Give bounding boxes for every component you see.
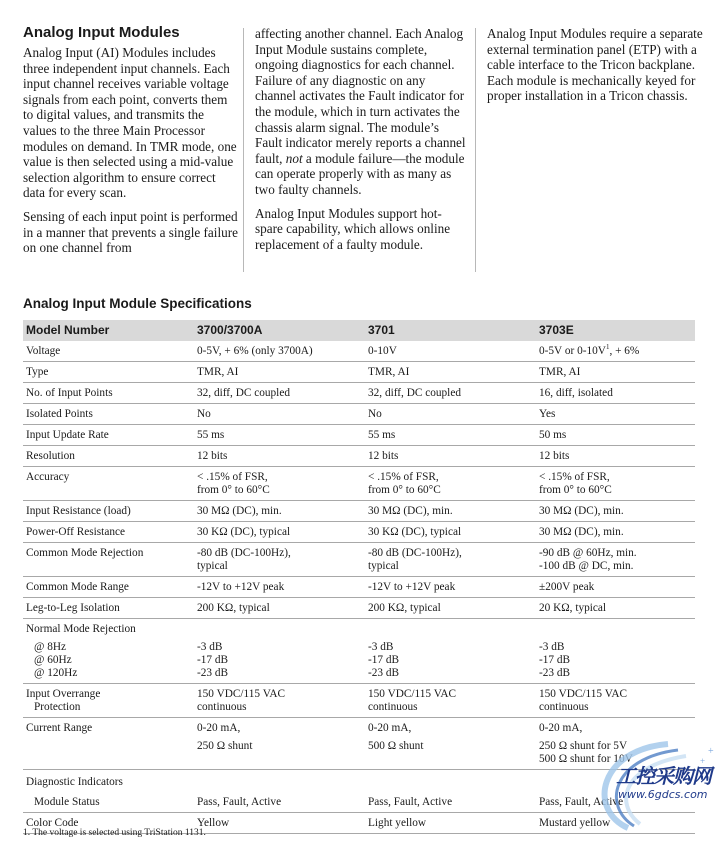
cell: -3 dB -17 dB -23 dB: [365, 619, 536, 684]
row-label: Accuracy: [23, 467, 194, 501]
cell: Light yellow: [365, 813, 536, 834]
section-heading: Analog Input Modules: [23, 24, 180, 41]
cell: 30 KΩ (DC), typical: [365, 522, 536, 543]
column-header: 3700/3700A: [194, 320, 365, 341]
cell: 30 MΩ (DC), min.: [194, 501, 365, 522]
cell: 55 ms: [365, 425, 536, 446]
row-label: Module Status: [23, 792, 194, 813]
table-row: [23, 446, 695, 467]
row-label: Isolated Points: [23, 404, 194, 425]
row-label: Color Code: [23, 813, 194, 834]
row-label: Type: [23, 362, 194, 383]
cell: 0-5V, + 6% (only 3700A): [194, 341, 365, 362]
cell: -3 dB -17 dB -23 dB: [536, 619, 695, 684]
table-row: [23, 341, 695, 362]
cell: 200 KΩ, typical: [194, 598, 365, 619]
cell: 12 bits: [536, 446, 695, 467]
intro-section: [0, 24, 725, 272]
cell: -90 dB @ 60Hz, min. -100 dB @ DC, min.: [536, 543, 695, 577]
row-label: Diagnostic Indicators: [26, 776, 123, 788]
row-label: Input Overrange Protection: [23, 684, 194, 718]
column-divider: [243, 28, 244, 272]
svg-text:+: +: [700, 756, 706, 766]
intro-paragraph: Analog Input Modules require a separate external termination panel (ETP) with a cable interface to the Tricon backplane. Each module is mechanically keyed for proper installation in a Tricon chassis.: [487, 26, 703, 104]
cell: TMR, AI: [194, 362, 365, 383]
cell: 0-20 mA, 500 Ω shunt: [365, 718, 536, 770]
cell: -12V to +12V peak: [365, 577, 536, 598]
cell: 150 VDC/115 VAC continuous: [365, 684, 536, 718]
spec-table-title: Analog Input Module Specifications: [23, 296, 252, 311]
cell: 150 VDC/115 VAC continuous: [536, 684, 695, 718]
intro-column-2: [255, 26, 467, 260]
cell: 30 MΩ (DC), min.: [536, 501, 695, 522]
column-header: 3703E: [536, 320, 695, 341]
column-header: Model Number: [23, 320, 194, 341]
cell: -80 dB (DC-100Hz), typical: [194, 543, 365, 577]
row-label: Normal Mode Rejection @ 8Hz @ 60Hz @ 120Hz: [23, 619, 194, 684]
cell: 16, diff, isolated: [536, 383, 695, 404]
cell: Pass, Fault, Active: [536, 792, 695, 813]
intro-paragraph: Sensing of each input point is performed in a manner that prevents a single failure on one channel from: [23, 208, 238, 256]
footnote: 1. The voltage is selected using TriStation 1131.: [23, 828, 206, 838]
table-row: [23, 543, 695, 577]
svg-text:+: +: [708, 746, 714, 757]
intro-paragraph: Analog Input Modules support hot-spare capability, which allows online replacement of a faulty module.: [255, 205, 451, 252]
cell: Pass, Fault, Active: [365, 792, 536, 813]
cell: 0-5V or $0-10V^1$, + 6%: [536, 341, 695, 362]
intro-paragraph: Analog Input (AI) Modules includes three independent input channels. Each input channel receives variable voltage signals from each point, converts them to digital values, and transmits the values to the three Main Processor modules on demand. In TMR mode, one value is then selected using a mid-value selection algorithm to ensure correct data for every scan.: [23, 45, 237, 201]
row-label: Resolution: [23, 446, 194, 467]
watermark: [588, 740, 723, 832]
footnote-ref: 1: [605, 343, 610, 351]
table-header-row: [23, 320, 695, 341]
cell: 32, diff, DC coupled: [194, 383, 365, 404]
cell: 30 MΩ (DC), min.: [536, 522, 695, 543]
cell: 12 bits: [365, 446, 536, 467]
intro-column-3: [487, 26, 707, 112]
cell: No: [194, 404, 365, 425]
cell: TMR, AI: [365, 362, 536, 383]
cell: -12V to +12V peak: [194, 577, 365, 598]
intro-paragraph: affecting another channel. Each Analog Input Module sustains complete, ongoing diagnostics for each channel. Failure of any diagnostic on any channel activates the Fault indicator for the module, which in turn activates the chassis alarm signal. The module’s Fault indicator merely reports a channel fault, not a module failure—the module can operate properly with as many as two faulty channels.: [255, 26, 466, 197]
table-row: [23, 522, 695, 543]
cell: 0-20 mA, 250 Ω shunt for 5V 500 Ω shunt for 10V: [536, 718, 695, 770]
cell: 12 bits: [194, 446, 365, 467]
table-row: [23, 383, 695, 404]
column-header: 3701: [365, 320, 536, 341]
cell: 50 ms: [536, 425, 695, 446]
row-label: Input Resistance (load): [23, 501, 194, 522]
cell: Yellow: [194, 813, 365, 834]
cell: TMR, AI: [536, 362, 695, 383]
row-label: Power-Off Resistance: [23, 522, 194, 543]
cell: ±200V peak: [536, 577, 695, 598]
watermark-text: 工控采购网: [616, 764, 711, 788]
cell: < .15% of FSR, from 0° to 60°C: [365, 467, 536, 501]
table-row: [23, 501, 695, 522]
table-row: [23, 684, 695, 718]
intro-column-1: [23, 24, 238, 264]
cell: < .15% of FSR, from 0° to 60°C: [536, 467, 695, 501]
cell: 200 KΩ, typical: [365, 598, 536, 619]
cell: 30 MΩ (DC), min.: [365, 501, 536, 522]
cell: 0-20 mA, 250 Ω shunt: [194, 718, 365, 770]
cell: No: [365, 404, 536, 425]
cell: 150 VDC/115 VAC continuous: [194, 684, 365, 718]
table-row: [23, 598, 695, 619]
row-label: Common Mode Range: [23, 577, 194, 598]
row-label: Leg-to-Leg Isolation: [23, 598, 194, 619]
row-label: Voltage: [23, 341, 194, 362]
row-label: Common Mode Rejection: [23, 543, 194, 577]
cell: -3 dB -17 dB -23 dB: [194, 619, 365, 684]
cell: < .15% of FSR, from 0° to 60°C: [194, 467, 365, 501]
cell: 0-10V: [365, 341, 536, 362]
row-label: No. of Input Points: [23, 383, 194, 404]
table-row: [23, 619, 695, 684]
cell: 20 KΩ, typical: [536, 598, 695, 619]
cell: Yes: [536, 404, 695, 425]
cell: 30 KΩ (DC), typical: [194, 522, 365, 543]
watermark-url: www.6gdcs.com: [618, 788, 708, 801]
cell: -80 dB (DC-100Hz), typical: [365, 543, 536, 577]
table-row: [23, 577, 695, 598]
cell: Pass, Fault, Active: [194, 792, 365, 813]
table-row: [23, 404, 695, 425]
table-row: [23, 467, 695, 501]
cell: 55 ms: [194, 425, 365, 446]
row-label: Input Update Rate: [23, 425, 194, 446]
column-divider: [475, 28, 476, 272]
table-row: [23, 362, 695, 383]
row-label: Current Range: [23, 718, 194, 770]
cell: 32, diff, DC coupled: [365, 383, 536, 404]
cell: Mustard yellow: [536, 813, 695, 834]
table-row: [23, 425, 695, 446]
